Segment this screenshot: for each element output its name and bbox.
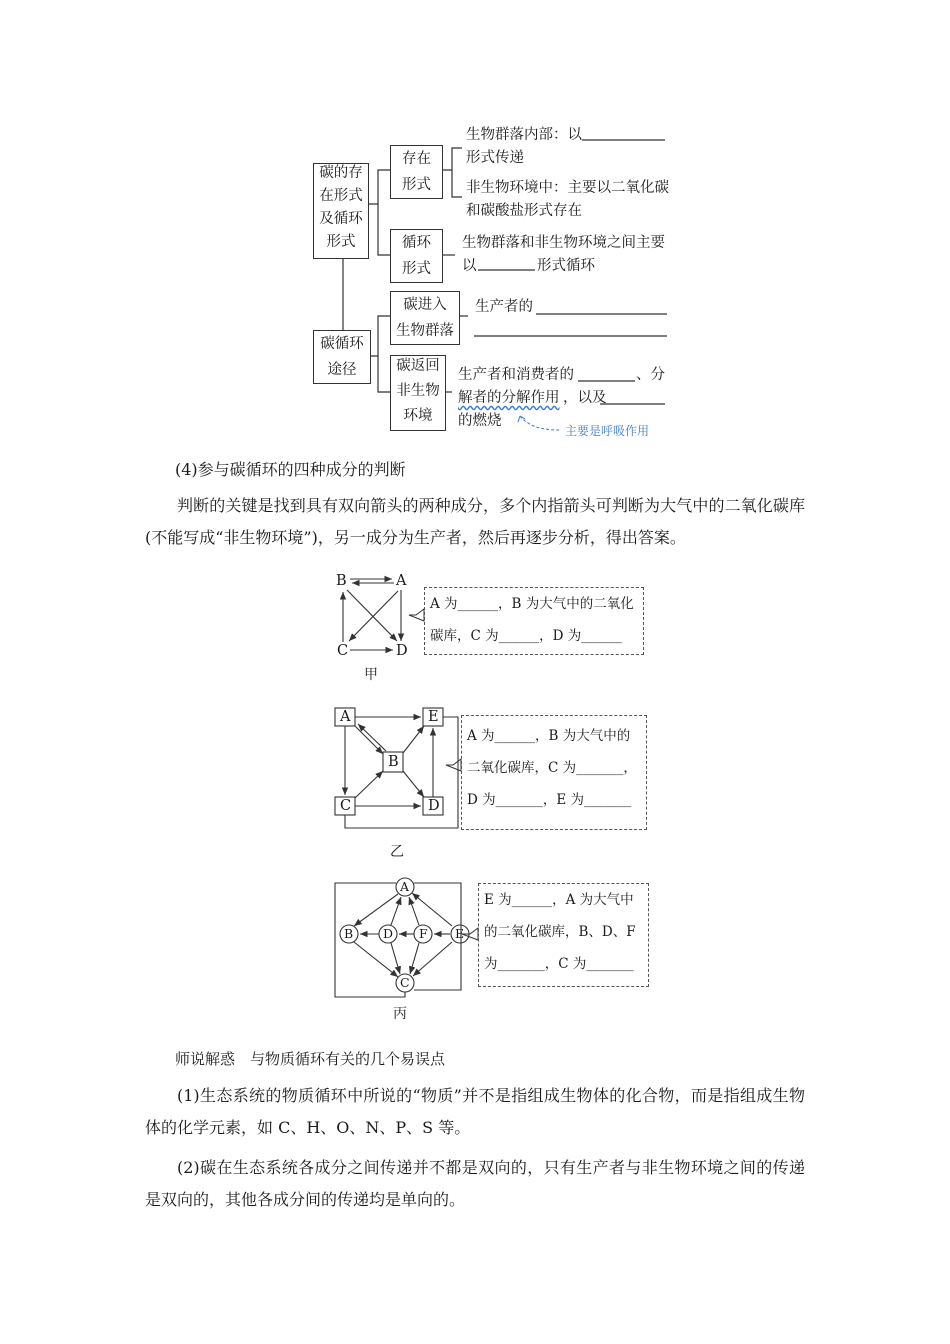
exist-item-1b: 形式传递: [466, 150, 524, 166]
exist-line2: 形式: [402, 177, 431, 193]
yi-node-D: D: [428, 798, 440, 814]
enter-line2: 生物群落: [396, 323, 454, 339]
yi-node-A: A: [340, 709, 351, 725]
carbon-path-line2: 途径: [327, 362, 357, 378]
jia-node-D: D: [396, 643, 408, 659]
exist-item-2b: 和碳酸盐形式存在: [466, 203, 582, 219]
bing-answer-line2: 的二氧化碳库，B、D、F: [484, 924, 636, 940]
return-line1: 碳返回: [396, 358, 440, 374]
teacher-title: 师说解惑 与物质循环有关的几个易误点: [175, 1050, 446, 1068]
yi-node-B: B: [388, 754, 399, 770]
yi-node-C: C: [340, 798, 352, 814]
bing-answer-line1: E 为______，A 为大气中: [484, 892, 634, 908]
cycle-item-1: 生物群落和非生物环境之间主要: [462, 235, 665, 251]
yi-answer-line2: 二氧化碳库，C 为_______，: [467, 760, 637, 776]
teacher-point-2: (2)碳在生态系统各成分之间传递并不都是双向的，只有生产者与非生物环境之间的传递是双向的，其他各成分间的传递均是单向的。: [145, 1158, 805, 1209]
jia-node-A: A: [396, 573, 407, 589]
exist-item-2a: 非生物环境中：主要以二氧化碳: [466, 180, 669, 196]
jia-node-B: B: [336, 573, 347, 589]
jia-node-C: C: [337, 643, 349, 659]
cycle-line1: 循环: [402, 235, 431, 251]
enter-line1: 碳进入: [403, 297, 447, 313]
exist-line1: 存在: [402, 151, 431, 167]
cycle-line2: 形式: [402, 261, 431, 277]
cycle-item-2: 以: [462, 258, 477, 274]
return-item-1: 生产者和消费者的: [458, 367, 574, 383]
return-line2: 非生物: [396, 383, 440, 399]
return-item-2: 、分: [636, 367, 665, 383]
bing-answer-box: [478, 883, 649, 987]
carbon-form-line1: 碳的存: [319, 165, 363, 181]
carbon-path-line1: 碳循环: [320, 336, 364, 352]
cycle-item-3: 形式循环: [537, 258, 595, 274]
bing-node-C: C: [400, 975, 410, 990]
note-breathing: 主要是呼吸作用: [565, 424, 650, 438]
section4-title: (4)参与碳循环的四种成分的判断: [175, 460, 406, 479]
yi-caption: 乙: [390, 844, 404, 860]
bing-node-A: A: [400, 879, 410, 894]
yi-answer-line3: D 为_______，E 为_______: [467, 792, 632, 808]
enter-item: 生产者的: [475, 299, 533, 315]
exist-item-1a: 生物群落内部：以: [466, 127, 582, 143]
bing-node-D: D: [383, 926, 394, 941]
yi-answer-line1: A 为______，B 为大气中的: [467, 728, 631, 744]
yi-node-E: E: [428, 709, 439, 725]
bing-answer-line3: 为_______，C 为_______: [484, 956, 634, 972]
carbon-form-line3: 及循环: [319, 211, 363, 227]
carbon-form-line4: 形式: [326, 234, 356, 250]
return-item-3: 解者的分解作用: [458, 390, 560, 406]
section4-para: 判断的关键是找到具有双向箭头的两种成分，多个内指箭头可判断为大气中的二氧化碳库(不能写成“非生物环境”)，另一成分为生产者，然后再逐步分析，得出答案。: [145, 496, 805, 547]
teacher-point-1: (1)生态系统的物质循环中所说的“物质”并不是指组成生物体的化合物，而是指组成生物体的化学元素，如 C、H、O、N、P、S 等。: [145, 1086, 805, 1137]
return-item-5: 的燃烧: [458, 413, 502, 429]
jia-answer-line2: 碳库，C 为______，D 为______: [430, 628, 622, 644]
bing-node-B: B: [344, 926, 354, 941]
bing-caption: 丙: [393, 1006, 407, 1022]
return-line3: 环境: [403, 408, 433, 424]
bing-node-E: E: [455, 926, 465, 941]
return-item-4: ，以及: [563, 390, 607, 406]
jia-answer-line1: A 为______，B 为大气中的二氧化: [430, 596, 634, 612]
jia-caption: 甲: [364, 667, 378, 683]
bing-node-F: F: [419, 926, 428, 941]
carbon-form-line2: 在形式: [319, 188, 363, 204]
